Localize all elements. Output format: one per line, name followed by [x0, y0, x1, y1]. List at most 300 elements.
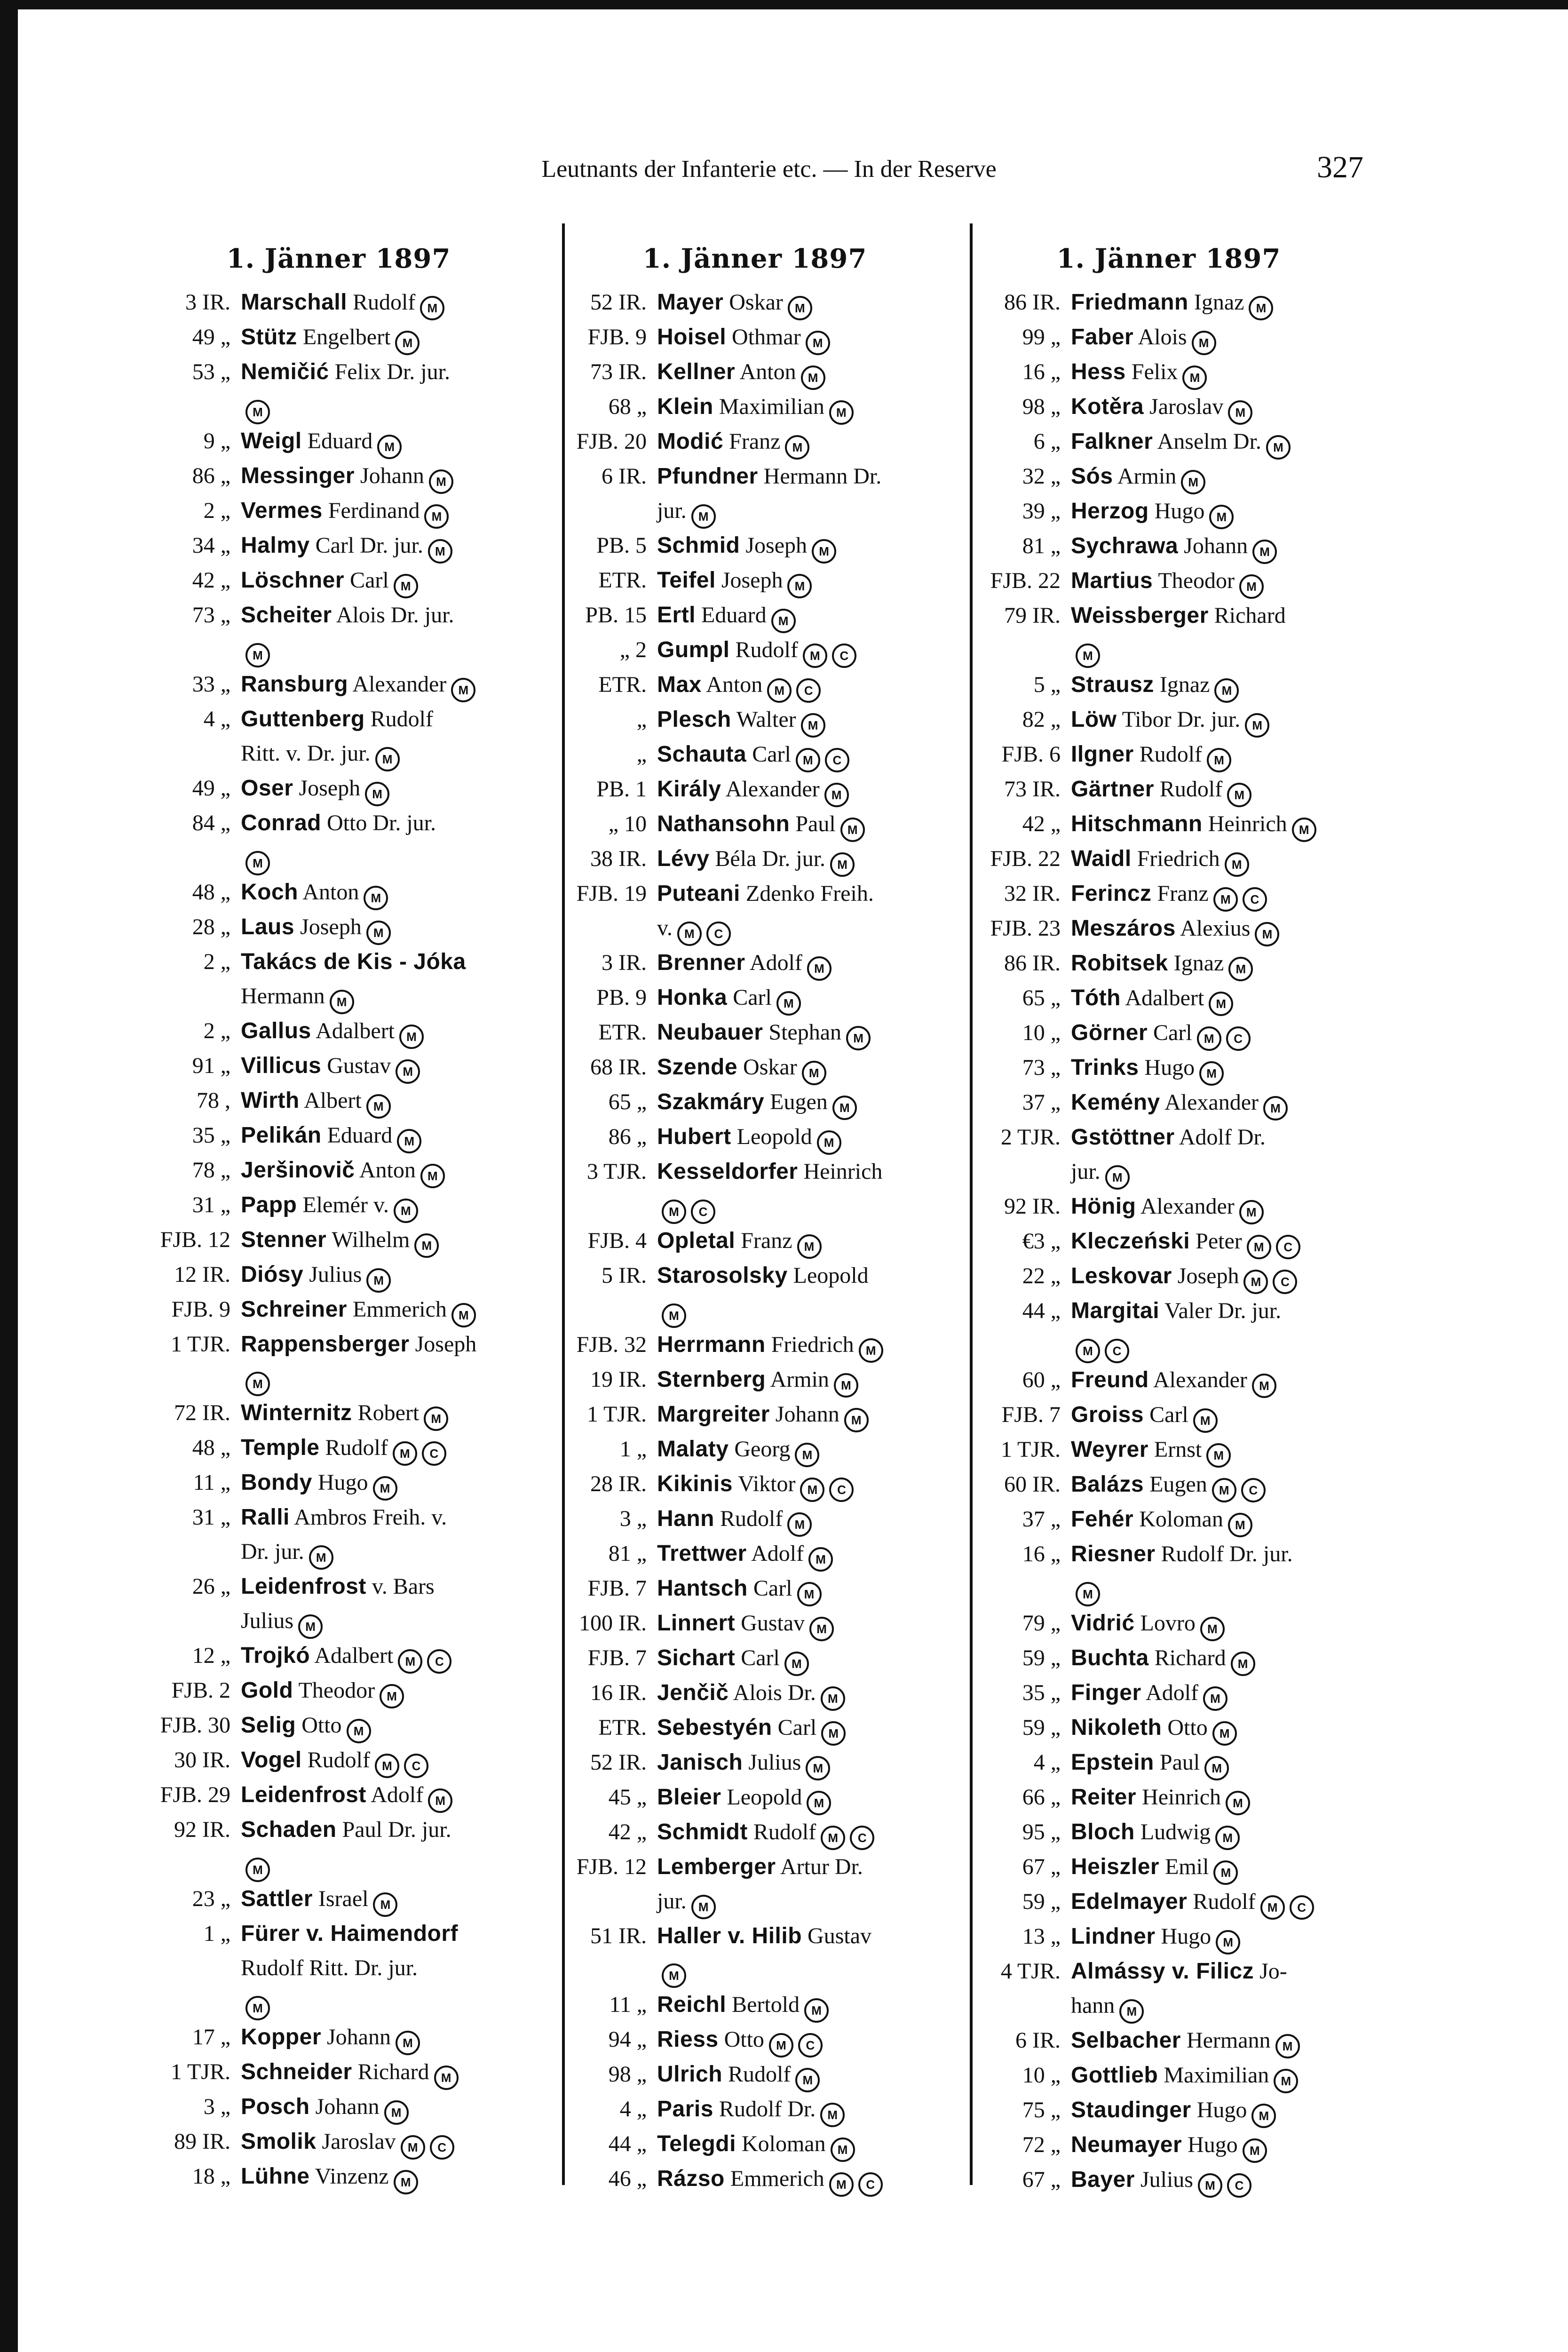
surname: Nemičić: [241, 359, 329, 384]
entry-row: [136, 529, 541, 564]
circled-m-icon: M: [1182, 366, 1207, 390]
entry-row: [553, 425, 957, 460]
given-name: Rudolf: [1139, 741, 1203, 767]
entry-text: [1071, 1502, 1371, 1537]
given-name: Alexander: [725, 776, 820, 802]
given-name: Rudolf: [370, 706, 433, 731]
circled-m-icon: M: [245, 1858, 270, 1882]
entry-row: [136, 1327, 541, 1362]
entry-row: [136, 1153, 541, 1188]
circled-m-icon: M: [831, 2137, 855, 2162]
circled-m-icon: M: [691, 504, 716, 529]
given-name: Béla Dr. jur.: [715, 846, 826, 871]
entry-text: [1071, 1850, 1371, 1885]
entry-text: [657, 425, 957, 460]
circled-m-icon: M: [1243, 1270, 1268, 1294]
surname: Waidl: [1071, 846, 1132, 871]
entry-text: [657, 1850, 957, 1884]
given-name: Franz: [729, 429, 781, 454]
circled-m-icon: M: [821, 1826, 845, 1850]
surname: Lindner: [1071, 1923, 1156, 1949]
surname: Rázso: [657, 2166, 725, 2192]
given-name: Rudolf: [753, 1819, 816, 1844]
unit-label: [553, 1189, 657, 1224]
entry-row: [136, 1396, 541, 1431]
circled-m-icon: M: [395, 331, 420, 355]
entry-text: [241, 1396, 541, 1431]
unit-label: 42 „: [192, 567, 230, 593]
unit-label: 78 ,: [197, 1088, 230, 1113]
unit-label: „: [636, 707, 647, 732]
entry-text: [241, 1258, 541, 1293]
unit-label: 2 „: [203, 949, 230, 974]
entry-row: [136, 1049, 541, 1084]
circled-m-icon: M: [1228, 957, 1253, 981]
surname: Schreiner: [241, 1296, 347, 1322]
circled-m-icon: M: [662, 1200, 686, 1224]
entry-row: [966, 912, 1371, 946]
circled-m-icon: M: [1243, 2138, 1267, 2163]
entry-text: [241, 1951, 541, 1986]
entry-row: [553, 2092, 957, 2127]
unit-label: 81 „: [608, 1541, 647, 1566]
entry-row: [966, 460, 1371, 494]
entry-row: [136, 459, 541, 494]
entry-row: [553, 1016, 957, 1050]
entry-row: [136, 1431, 541, 1466]
entry-text: [1071, 460, 1371, 494]
entry-text: [657, 1398, 957, 1432]
circled-m-icon: M: [1206, 1443, 1231, 1468]
unit-label: 67 „: [1022, 1854, 1061, 1879]
entry-row: [136, 910, 541, 945]
entry-row: [553, 286, 957, 320]
surname: Weigl: [241, 428, 302, 453]
given-name: Richard: [1214, 603, 1286, 628]
circled-m-icon: M: [797, 1234, 822, 1259]
given-name: Theodor: [1158, 568, 1235, 593]
unit-label: [136, 389, 241, 424]
entry-row: [136, 1014, 541, 1049]
given-name: Hugo: [317, 1470, 368, 1495]
surname: Löschner: [241, 567, 345, 593]
given-name: Carl: [777, 1715, 817, 1740]
unit-label: 98 „: [1022, 394, 1061, 419]
circled-m-icon: M: [802, 1061, 826, 1085]
entry-row: [136, 2055, 541, 2090]
entry-text: [657, 286, 957, 320]
circled-m-icon: M: [1213, 1860, 1238, 1885]
entry-row: [966, 529, 1371, 564]
given-name: Leopold: [736, 1124, 812, 1149]
unit-label: 73 „: [192, 602, 230, 628]
surname: Haller v. Hilib: [657, 1923, 802, 1948]
circled-m-icon: M: [1076, 1582, 1100, 1606]
entry-row: [136, 320, 541, 355]
entry-text: [1071, 772, 1371, 807]
surname: Falkner: [1071, 429, 1153, 454]
circled-m-icon: M: [829, 2172, 854, 2197]
entry-text: [657, 1919, 957, 1954]
entry-row: [553, 1711, 957, 1746]
circled-m-icon: M: [309, 1545, 333, 1570]
surname: Ralli: [241, 1505, 290, 1530]
entry-text: [657, 807, 957, 842]
given-name: Anton: [706, 672, 763, 697]
entry-text: [657, 1641, 957, 1676]
unit-label: PB. 1: [596, 776, 647, 802]
surname: Kemény: [1071, 1089, 1160, 1115]
unit-label: „ 10: [608, 811, 647, 836]
given-name: hann: [1071, 1993, 1115, 2018]
surname: Faber: [1071, 325, 1134, 350]
unit-label: [553, 911, 657, 946]
unit-label: 79 „: [1022, 1610, 1061, 1636]
running-header: Leutnants der Infanterie etc. — In der Reserve: [541, 156, 997, 183]
entry-text: [241, 1917, 541, 1951]
surname: Riesner: [1071, 1541, 1156, 1566]
surname: Sós: [1071, 464, 1113, 489]
circled-m-icon: M: [834, 1373, 858, 1398]
given-name: Jaroslav: [322, 2129, 396, 2154]
entry-row: [966, 2128, 1371, 2163]
entry-row: [553, 807, 957, 842]
entry-text: [241, 1778, 541, 1813]
entry-row: [966, 1224, 1371, 1259]
entry-row: [136, 737, 541, 771]
circled-m-icon: M: [380, 1684, 404, 1708]
surname: Sternberg: [657, 1367, 766, 1392]
given-name: Zdenko Freih.: [745, 881, 874, 906]
entry-row: [966, 1850, 1371, 1885]
given-name: Anton: [739, 359, 796, 384]
unit-label: 65 „: [1022, 985, 1061, 1010]
circled-m-icon: M: [1231, 1652, 1255, 1676]
circled-m-icon: M: [347, 1719, 371, 1743]
circled-m-icon: M: [1275, 2034, 1300, 2058]
surname: Neumayer: [1071, 2132, 1182, 2157]
entry-row: [966, 390, 1371, 425]
surname: Kopper: [241, 2024, 321, 2050]
unit-label: 86 „: [608, 1124, 647, 1149]
entry-row: [966, 599, 1371, 633]
unit-label: 18 „: [192, 2163, 230, 2189]
surname: Bleier: [657, 1784, 721, 1810]
unit-label: [966, 1155, 1071, 1190]
circled-m-icon: M: [806, 331, 830, 355]
unit-label: 5 IR.: [602, 1263, 647, 1288]
entry-text: [1071, 633, 1371, 668]
surname: Staudinger: [1071, 2097, 1191, 2122]
given-name: Eugen: [1149, 1471, 1207, 1497]
entry-row: [136, 1986, 541, 2020]
entry-row: [553, 1363, 957, 1398]
entry-row: [966, 1502, 1371, 1537]
given-name: Anton: [302, 879, 359, 905]
entry-text: [1071, 912, 1371, 946]
entry-row: [966, 286, 1371, 320]
circled-c-icon: C: [796, 678, 821, 703]
entry-row: [553, 320, 957, 355]
surname: Strausz: [1071, 672, 1154, 697]
entry-row: [553, 2127, 957, 2162]
surname: Neubauer: [657, 1019, 763, 1045]
entry-row: [136, 945, 541, 979]
surname: Bloch: [1071, 1819, 1135, 1844]
surname: Schmid: [657, 532, 740, 558]
circled-m-icon: M: [787, 1512, 812, 1537]
circled-m-icon: M: [1204, 1756, 1229, 1780]
circled-m-icon: M: [662, 1303, 686, 1328]
unit-label: „ 2: [619, 637, 647, 662]
entry-text: [241, 979, 541, 1014]
given-name: Carl: [733, 985, 772, 1010]
entry-row: [966, 2093, 1371, 2128]
circled-c-icon: C: [430, 2135, 454, 2160]
entry-text: [241, 1014, 541, 1049]
circled-m-icon: M: [298, 1614, 323, 1639]
entry-text: [1071, 1016, 1371, 1051]
surname: Sattler: [241, 1886, 313, 1912]
given-name: Alois Dr.: [733, 1680, 816, 1705]
entry-text: [1071, 1572, 1371, 1606]
circled-m-icon: M: [1181, 470, 1205, 494]
entry-text: [241, 875, 541, 910]
surname: Kotěra: [1071, 394, 1144, 419]
surname: Halmy: [241, 532, 310, 558]
unit-label: 28 IR.: [590, 1471, 647, 1496]
surname: Selig: [241, 1713, 296, 1738]
circled-c-icon: C: [798, 2033, 823, 2058]
entry-text: [657, 1224, 957, 1259]
given-name: Julius: [309, 1262, 362, 1287]
entry-text: [657, 2092, 957, 2127]
circled-m-icon: M: [829, 400, 854, 425]
unit-label: 23 „: [192, 1886, 230, 1912]
given-name: Hugo: [1144, 1055, 1195, 1080]
unit-label: FJB. 9: [171, 1296, 230, 1322]
given-name: Hugo: [1154, 499, 1205, 524]
entry-text: [1071, 494, 1371, 529]
circled-m-icon: M: [393, 1441, 417, 1466]
surname: Hönig: [1071, 1193, 1136, 1219]
entry-row: [553, 564, 957, 598]
circled-m-icon: M: [796, 748, 820, 772]
surname: Stenner: [241, 1227, 327, 1252]
surname: Martius: [1071, 568, 1153, 593]
entry-row: [553, 1085, 957, 1120]
given-name: Armin: [770, 1367, 829, 1392]
given-name: Eduard: [327, 1122, 393, 1148]
circled-m-icon: M: [394, 2170, 418, 2194]
entry-row: [136, 1674, 541, 1708]
surname: Lévy: [657, 846, 710, 871]
circled-m-icon: M: [1251, 2104, 1276, 2128]
surname: Klein: [657, 394, 713, 419]
entry-text: [657, 1537, 957, 1572]
circled-m-icon: M: [401, 2135, 425, 2160]
entry-row: [136, 1361, 541, 1396]
entry-text: [657, 1746, 957, 1780]
surname: Wirth: [241, 1088, 300, 1113]
surname: Görner: [1071, 1020, 1148, 1045]
given-name: Albert: [304, 1088, 362, 1113]
entry-row: [966, 1086, 1371, 1120]
given-name: Armin: [1117, 464, 1177, 489]
unit-label: 98 „: [608, 2062, 647, 2087]
circled-m-icon: M: [424, 504, 449, 529]
entry-text: [241, 1604, 541, 1639]
surname: Gumpl: [657, 637, 730, 662]
surname: Leidenfrost: [241, 1782, 366, 1808]
given-name: Carl: [350, 567, 389, 593]
surname: Teifel: [657, 567, 716, 593]
entry-text: [241, 1084, 541, 1119]
entry-row: [966, 1155, 1371, 1190]
circled-m-icon: M: [1212, 1478, 1236, 1502]
entry-text: [657, 911, 957, 946]
surname: Löw: [1071, 707, 1117, 732]
circled-m-icon: M: [832, 1096, 857, 1120]
entry-row: [966, 1641, 1371, 1676]
circled-c-icon: C: [829, 1478, 854, 1502]
entry-text: [657, 738, 957, 772]
entry-text: [241, 1535, 541, 1570]
entry-row: [553, 2023, 957, 2058]
unit-label: [136, 737, 241, 771]
unit-label: ETR.: [598, 1715, 647, 1740]
entry-text: [241, 945, 541, 979]
circled-m-icon: M: [1076, 1339, 1100, 1363]
entry-text: [241, 1431, 541, 1466]
surname: Bayer: [1071, 2167, 1135, 2192]
entry-row: [136, 1501, 541, 1535]
unit-label: 6 „: [1033, 429, 1061, 454]
unit-label: FJB. 32: [576, 1332, 647, 1357]
given-name: Friedrich: [771, 1332, 854, 1357]
entry-list: [136, 286, 541, 2194]
unit-label: 35 „: [192, 1122, 230, 1148]
entry-list: [966, 286, 1371, 2198]
given-name: Joseph: [300, 914, 362, 939]
given-name: Artur Dr.: [780, 1854, 863, 1879]
entry-row: [553, 1120, 957, 1155]
circled-m-icon: M: [399, 1025, 424, 1049]
entry-row: [966, 1572, 1371, 1606]
given-name: Paul: [795, 811, 836, 836]
given-name: Joseph: [1177, 1263, 1239, 1288]
surname: Diósy: [241, 1262, 304, 1287]
entry-text: [1071, 1920, 1371, 1955]
entry-text: [657, 1953, 957, 1988]
unit-label: FJB. 23: [990, 915, 1061, 941]
unit-label: FJB. 7: [587, 1645, 647, 1670]
entry-text: [241, 1153, 541, 1188]
entry-text: [1071, 1885, 1371, 1920]
surname: Ertl: [657, 602, 696, 628]
entry-row: [966, 1190, 1371, 1224]
given-name: Engelbert: [302, 325, 391, 350]
entry-row: [553, 1988, 957, 2023]
given-name: Adolf: [371, 1782, 424, 1808]
surname: Epstein: [1071, 1749, 1154, 1775]
given-name: Felix Dr. jur.: [334, 359, 450, 384]
surname: Freund: [1071, 1367, 1149, 1392]
given-name: Othmar: [732, 325, 801, 350]
given-name: Joseph: [745, 532, 808, 558]
entry-text: [1071, 1468, 1371, 1502]
unit-label: 46 „: [608, 2166, 647, 2192]
given-name: Adolf: [1146, 1680, 1199, 1705]
entry-row: [553, 1815, 957, 1850]
entry-text: [657, 1815, 957, 1850]
surname: Szakmáry: [657, 1089, 765, 1114]
surname: Groiss: [1071, 1402, 1144, 1427]
circled-m-icon: M: [820, 2103, 845, 2127]
surname: Modić: [657, 429, 724, 454]
unit-label: [966, 633, 1071, 668]
surname: Janisch: [657, 1749, 743, 1775]
unit-label: [553, 1293, 657, 1328]
circled-m-icon: M: [1228, 400, 1252, 425]
entry-text: [1071, 1190, 1371, 1224]
given-name: Johann: [1184, 533, 1248, 558]
unit-label: 17 „: [192, 2024, 230, 2050]
column-heading: 1. Jänner 1897: [642, 243, 867, 274]
circled-m-icon: M: [424, 1406, 448, 1431]
circled-m-icon: M: [662, 1963, 686, 1988]
circled-m-icon: M: [1225, 852, 1249, 877]
entry-row: [966, 1294, 1371, 1328]
unit-label: 65 „: [608, 1089, 647, 1114]
entry-row: [553, 355, 957, 390]
surname: Trojkó: [241, 1643, 310, 1669]
circled-c-icon: C: [404, 1754, 428, 1778]
surname: Sebestyén: [657, 1715, 772, 1740]
given-name: jur.: [657, 498, 687, 523]
surname: Sichart: [657, 1645, 736, 1670]
given-name: Jo-: [1259, 1958, 1287, 1984]
surname: Takács de Kis - Jóka: [241, 949, 466, 974]
entry-row: [136, 564, 541, 598]
entry-row: [553, 1884, 957, 1919]
unit-label: [136, 979, 241, 1014]
entry-text: [1071, 1120, 1371, 1155]
circled-c-icon: C: [1226, 1026, 1251, 1051]
surname: Vermes: [241, 498, 323, 523]
entry-text: [657, 1363, 957, 1398]
unit-label: 11 „: [609, 1992, 647, 2018]
surname: Winternitz: [241, 1400, 352, 1426]
unit-label: 52 IR.: [590, 290, 647, 315]
entry-text: [241, 389, 541, 424]
surname: Laus: [241, 914, 295, 939]
unit-label: 59 „: [1022, 1645, 1061, 1670]
given-name: Emil: [1165, 1854, 1209, 1879]
given-name: Heinrich: [1208, 811, 1287, 836]
circled-m-icon: M: [821, 1686, 845, 1711]
entry-text: [241, 1882, 541, 1917]
unit-label: 68 „: [608, 394, 647, 419]
circled-m-icon: M: [245, 1996, 270, 2020]
circled-m-icon: M: [1245, 713, 1269, 738]
entry-text: [1071, 1746, 1371, 1780]
given-name: Ludwig: [1140, 1819, 1211, 1844]
entry-text: [657, 564, 957, 598]
circled-m-icon: M: [807, 1791, 831, 1815]
surname: Scheiter: [241, 602, 332, 628]
entry-text: [1071, 1711, 1371, 1746]
